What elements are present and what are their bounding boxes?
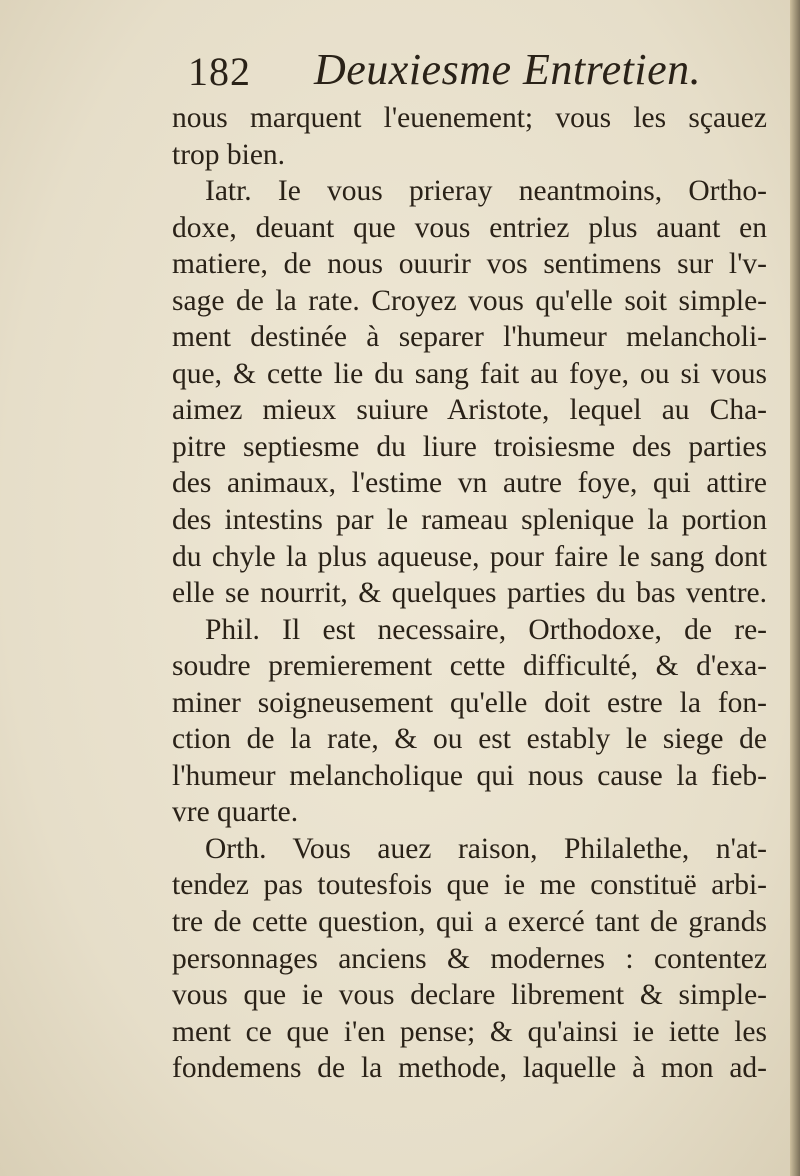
text-line: elle se nourrit, & quelques parties du bas ventre. — [172, 577, 767, 610]
text-line: Orth. Vous auez raison, Philalethe, n'at- — [205, 832, 767, 865]
text-line: fondemens de la methode, laquelle à mon ad- — [172, 1052, 767, 1085]
text-line: aimez mieux suiure Aristote, lequel au Cha- — [172, 394, 767, 427]
text-line: tre de cette question, qui a exercé tant de grands — [172, 906, 767, 939]
text-line: ment destinée à separer l'humeur melancholi- — [172, 321, 767, 354]
page-number: 182 — [188, 49, 251, 94]
page-edge — [790, 0, 800, 1176]
text-line: que, & cette lie du sang fait au foye, ou si vous — [172, 357, 767, 390]
text-line: vous que ie vous declare librement & simple- — [172, 979, 767, 1012]
text-line: ment ce que i'en pense; & qu'ainsi ie iette les — [172, 1015, 767, 1048]
body-text — [172, 100, 767, 1087]
text-line: nous marquent l'euenement; vous les sçauez — [172, 102, 767, 134]
text-line: personnages anciens & modernes : contentez — [172, 942, 767, 975]
text-line: des intestins par le rameau splenique la portion — [172, 504, 767, 537]
text-line: pitre septiesme du liure troisiesme des parties — [172, 430, 767, 463]
text-line: l'humeur melancholique qui nous cause la fieb- — [172, 759, 767, 792]
text-line: trop bien. — [172, 138, 286, 171]
text-line: ction de la rate, & ou est estably le siege de — [172, 723, 767, 756]
text-line: doxe, deuant que vous entriez plus auant en — [172, 211, 767, 244]
text-line: vre quarte. — [172, 796, 299, 829]
text-line: des animaux, l'estime vn autre foye, qui attire — [172, 467, 767, 500]
running-title: Deuxiesme Entretien. — [314, 45, 702, 94]
text-line: sage de la rate. Croyez vous qu'elle soit simple- — [172, 284, 767, 317]
text-line: Iatr. Ie vous prieray neantmoins, Ortho- — [205, 175, 767, 208]
text-line: tendez pas toutesfois que ie me constituë arbi- — [172, 869, 767, 902]
text-line: du chyle la plus aqueuse, pour faire le sang dont — [172, 540, 767, 573]
text-line: soudre premierement cette difficulté, & d'exa- — [172, 650, 767, 683]
text-line: matiere, de nous ouurir vos sentimens sur l'v- — [172, 248, 767, 281]
text-line: Phil. Il est necessaire, Orthodoxe, de re- — [205, 613, 767, 646]
text-line: miner soigneusement qu'elle doit estre la fon- — [172, 686, 767, 719]
